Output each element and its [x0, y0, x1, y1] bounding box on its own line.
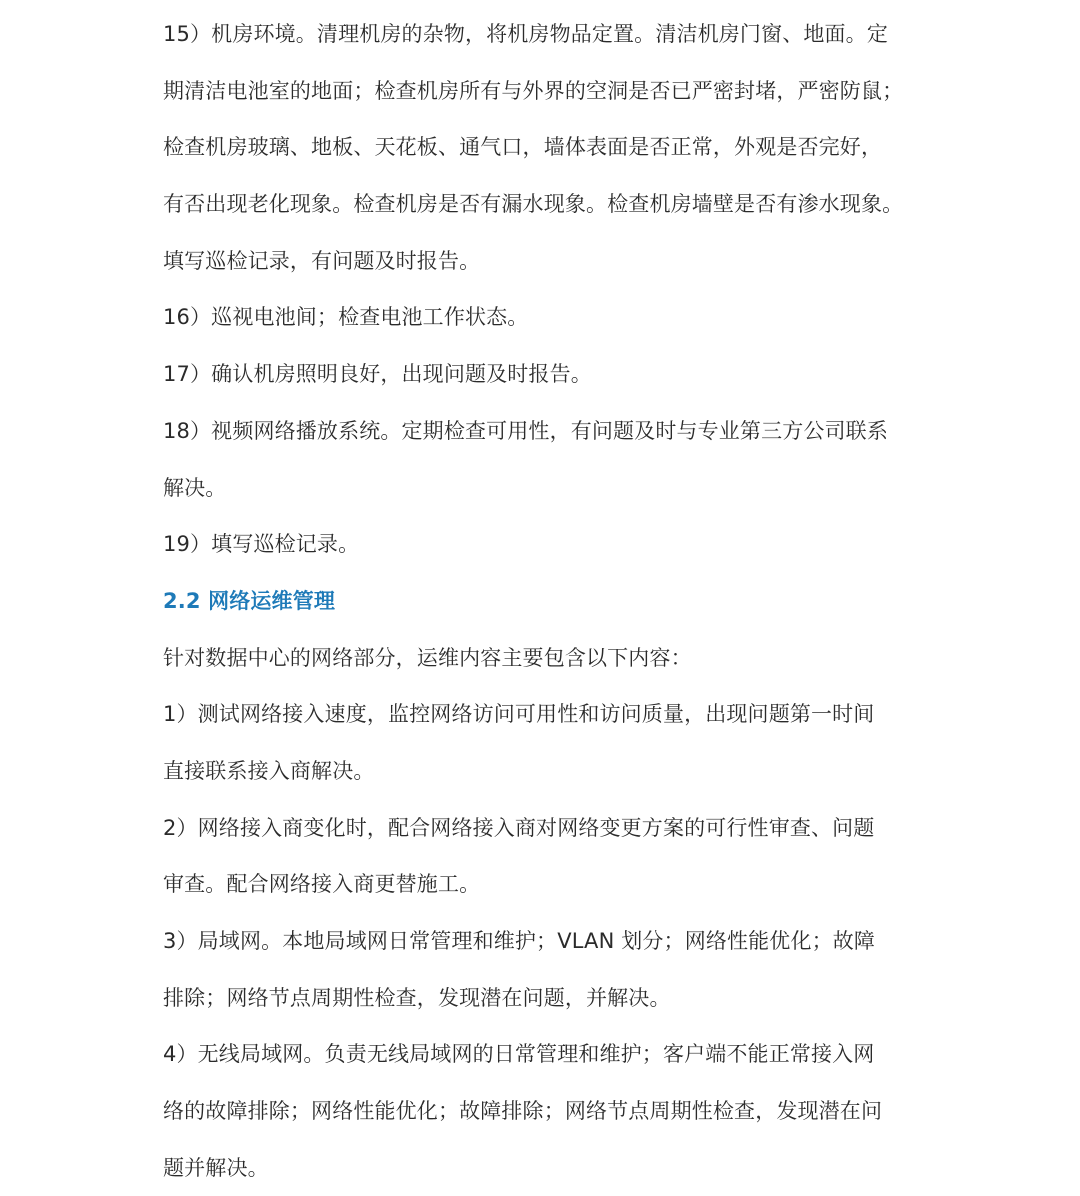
paragraph-line: 3）局域网。本地局域网日常管理和维护；VLAN 划分；网络性能优化；故障	[163, 929, 876, 953]
paragraph-line: 1）测试网络接入速度，监控网络访问可用性和访问质量，出现问题第一时间	[163, 702, 875, 727]
paragraph-line: 17）确认机房照明良好，出现问题及时报告。	[163, 362, 592, 387]
paragraph-line: 络的故障排除；网络性能优化；故障排除；网络节点周期性检查，发现潜在问	[163, 1099, 883, 1124]
paragraph-line: 15）机房环境。清理机房的杂物，将机房物品定置。清洁机房门窗、地面。定	[163, 22, 888, 46]
section-heading: 2.2 网络运维管理	[163, 588, 336, 613]
paragraph-line: 4）无线局域网。负责无线局域网的日常管理和维护；客户端不能正常接入网	[163, 1042, 875, 1067]
paragraph-line: 16）巡视电池间；检查电池工作状态。	[163, 305, 529, 330]
paragraph-line: 题并解决。	[163, 1155, 269, 1180]
paragraph-line: 19）填写巡检记录。	[163, 532, 360, 557]
paragraph-line: 填写巡检记录，有问题及时报告。	[163, 248, 481, 273]
paragraph-line: 2）网络接入商变化时，配合网络接入商对网络变更方案的可行性审查、问题	[163, 815, 875, 840]
paragraph-line: 解决。	[163, 475, 227, 500]
paragraph-line: 检查机房玻璃、地板、天花板、通气口，墙体表面是否正常，外观是否完好，	[163, 135, 883, 160]
document-body	[163, 6, 919, 1196]
paragraph-line: 针对数据中心的网络部分，运维内容主要包含以下内容：	[163, 645, 692, 670]
paragraph-line: 18）视频网络播放系统。定期检查可用性，有问题及时与专业第三方公司联系	[163, 418, 888, 443]
paragraph-line: 期清洁电池室的地面；检查机房所有与外界的空洞是否已严密封堵，严密防鼠；	[163, 78, 904, 103]
paragraph-line: 有否出现老化现象。检查机房是否有漏水现象。检查机房墙壁是否有渗水现象。	[163, 192, 904, 217]
paragraph-line: 审查。配合网络接入商更替施工。	[163, 872, 481, 897]
paragraph-line: 排除；网络节点周期性检查，发现潜在问题，并解决。	[163, 985, 671, 1010]
paragraph-line: 直接联系接入商解决。	[163, 758, 375, 783]
